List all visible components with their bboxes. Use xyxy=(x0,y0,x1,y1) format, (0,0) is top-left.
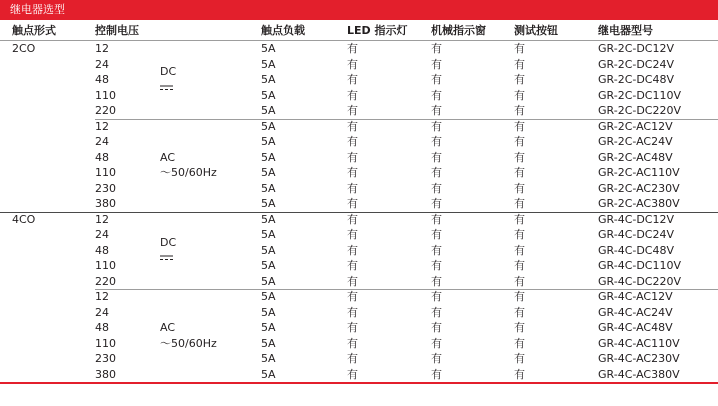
cell-model: GR-4C-DC48V xyxy=(598,243,675,257)
cell-led: 有 xyxy=(347,73,358,86)
table-row xyxy=(0,181,718,197)
cell-led: 有 xyxy=(347,274,358,288)
cell-test: 有 xyxy=(514,305,525,319)
cell-window: 有 xyxy=(431,166,442,179)
cell-test: 有 xyxy=(514,135,525,148)
cell-voltage: 24 xyxy=(95,57,109,71)
cell-led: 有 xyxy=(347,321,358,334)
cell-test: 有 xyxy=(514,243,525,257)
cell-model: GR-2C-AC24V xyxy=(598,135,673,148)
cell-model: GR-2C-AC230V xyxy=(598,181,680,195)
cell-voltage: 230 xyxy=(95,181,116,195)
cell-test: 有 xyxy=(514,290,525,303)
cell-test: 有 xyxy=(514,228,525,241)
cell-window: 有 xyxy=(431,321,442,334)
table-row xyxy=(0,227,718,243)
cell-voltage: 110 xyxy=(95,336,116,350)
cell-voltage: 24 xyxy=(95,228,109,241)
cell-model: GR-2C-AC110V xyxy=(598,166,680,179)
cell-led: 有 xyxy=(347,135,358,148)
cell-led: 有 xyxy=(347,57,358,71)
cell-led: 有 xyxy=(347,166,358,179)
cell-load: 5A xyxy=(261,212,276,226)
cell-model: GR-4C-DC220V xyxy=(598,274,682,288)
cell-test: 有 xyxy=(514,197,525,210)
cell-voltage: 220 xyxy=(95,104,116,117)
cell-window: 有 xyxy=(431,181,442,195)
cell-load: 5A xyxy=(261,290,276,303)
table-row xyxy=(0,367,718,383)
cell-load: 5A xyxy=(261,259,276,272)
cell-test: 有 xyxy=(514,88,525,102)
cell-window: 有 xyxy=(431,243,442,257)
cell-model: GR-2C-AC12V xyxy=(598,119,673,133)
cell-window: 有 xyxy=(431,119,442,133)
table-row xyxy=(0,243,718,259)
cell-load: 5A xyxy=(261,57,276,71)
cell-window: 有 xyxy=(431,228,442,241)
cell-test: 有 xyxy=(514,150,525,164)
dc-symbol-icon xyxy=(160,85,173,91)
control-type-label: AC xyxy=(160,321,176,334)
cell-test: 有 xyxy=(514,274,525,288)
cell-window: 有 xyxy=(431,135,442,148)
cell-voltage: 380 xyxy=(95,197,116,210)
cell-voltage: 12 xyxy=(95,212,109,226)
cell-load: 5A xyxy=(261,104,276,117)
table-row xyxy=(0,150,718,166)
cell-test: 有 xyxy=(514,367,525,381)
cell-model: GR-2C-DC24V xyxy=(598,57,675,71)
cell-voltage: 110 xyxy=(95,166,116,179)
cell-led: 有 xyxy=(347,290,358,303)
cell-led: 有 xyxy=(347,228,358,241)
cell-load: 5A xyxy=(261,228,276,241)
cell-model: GR-4C-AC380V xyxy=(598,367,680,381)
table-row xyxy=(0,320,718,336)
cell-test: 有 xyxy=(514,181,525,195)
cell-voltage: 48 xyxy=(95,243,109,257)
dc-symbol-icon xyxy=(160,255,173,261)
cell-window: 有 xyxy=(431,42,442,55)
cell-model: GR-4C-AC230V xyxy=(598,352,680,365)
cell-model: GR-2C-DC12V xyxy=(598,42,675,55)
cell-load: 5A xyxy=(261,352,276,365)
cell-test: 有 xyxy=(514,212,525,226)
cell-window: 有 xyxy=(431,336,442,350)
cell-voltage: 380 xyxy=(95,367,116,381)
cell-window: 有 xyxy=(431,104,442,117)
cell-voltage: 12 xyxy=(95,119,109,133)
cell-window: 有 xyxy=(431,305,442,319)
table-row xyxy=(0,88,718,104)
cell-window: 有 xyxy=(431,212,442,226)
control-type-label: AC xyxy=(160,150,176,164)
cell-window: 有 xyxy=(431,259,442,272)
contact-form-label: 4CO xyxy=(12,212,36,226)
table-row xyxy=(0,351,718,367)
cell-load: 5A xyxy=(261,367,276,381)
header-contact-load: 触点负载 xyxy=(261,24,305,37)
cell-model: GR-2C-AC380V xyxy=(598,197,680,210)
cell-voltage: 24 xyxy=(95,305,109,319)
table-row xyxy=(0,258,718,274)
cell-load: 5A xyxy=(261,42,276,55)
cell-load: 5A xyxy=(261,166,276,179)
cell-voltage: 48 xyxy=(95,321,109,334)
table-row xyxy=(0,165,718,181)
contact-form-label: 2CO xyxy=(12,42,36,55)
table-title: 继电器选型 xyxy=(0,0,718,20)
cell-load: 5A xyxy=(261,119,276,133)
cell-test: 有 xyxy=(514,42,525,55)
cell-load: 5A xyxy=(261,197,276,210)
cell-led: 有 xyxy=(347,367,358,381)
cell-load: 5A xyxy=(261,243,276,257)
frequency-label: ～50/60Hz xyxy=(160,336,217,350)
cell-test: 有 xyxy=(514,104,525,117)
cell-test: 有 xyxy=(514,119,525,133)
cell-load: 5A xyxy=(261,135,276,148)
cell-load: 5A xyxy=(261,88,276,102)
cell-test: 有 xyxy=(514,336,525,350)
cell-led: 有 xyxy=(347,305,358,319)
cell-led: 有 xyxy=(347,104,358,117)
cell-voltage: 12 xyxy=(95,290,109,303)
cell-model: GR-4C-DC12V xyxy=(598,212,675,226)
cell-window: 有 xyxy=(431,274,442,288)
cell-model: GR-4C-AC12V xyxy=(598,290,673,303)
cell-voltage: 220 xyxy=(95,274,116,288)
table-row xyxy=(0,274,718,290)
cell-window: 有 xyxy=(431,290,442,303)
cell-test: 有 xyxy=(514,166,525,179)
cell-model: GR-4C-AC110V xyxy=(598,336,680,350)
cell-led: 有 xyxy=(347,88,358,102)
cell-model: GR-4C-AC24V xyxy=(598,305,673,319)
table-row xyxy=(0,305,718,321)
frequency-label: ～50/60Hz xyxy=(160,166,217,179)
table-row xyxy=(0,72,718,88)
cell-model: GR-4C-AC48V xyxy=(598,321,673,334)
cell-load: 5A xyxy=(261,305,276,319)
table-bottom-rule xyxy=(0,382,718,384)
cell-voltage: 48 xyxy=(95,73,109,86)
table-row xyxy=(0,289,718,305)
table-row xyxy=(0,41,718,57)
table-row xyxy=(0,57,718,73)
cell-led: 有 xyxy=(347,336,358,350)
cell-window: 有 xyxy=(431,73,442,86)
cell-voltage: 230 xyxy=(95,352,116,365)
cell-test: 有 xyxy=(514,57,525,71)
cell-voltage: 110 xyxy=(95,259,116,272)
cell-load: 5A xyxy=(261,150,276,164)
cell-test: 有 xyxy=(514,321,525,334)
cell-test: 有 xyxy=(514,259,525,272)
cell-test: 有 xyxy=(514,352,525,365)
cell-load: 5A xyxy=(261,73,276,86)
cell-test: 有 xyxy=(514,73,525,86)
cell-load: 5A xyxy=(261,181,276,195)
table-row xyxy=(0,134,718,150)
header-test-button: 测试按钮 xyxy=(514,24,558,37)
header-model: 继电器型号 xyxy=(598,24,653,37)
cell-load: 5A xyxy=(261,274,276,288)
cell-led: 有 xyxy=(347,42,358,55)
cell-load: 5A xyxy=(261,321,276,334)
table-row xyxy=(0,336,718,352)
cell-model: GR-4C-DC24V xyxy=(598,228,675,241)
cell-window: 有 xyxy=(431,88,442,102)
cell-model: GR-4C-DC110V xyxy=(598,259,682,272)
cell-led: 有 xyxy=(347,243,358,257)
header-control-voltage: 控制电压 xyxy=(95,24,139,37)
cell-voltage: 12 xyxy=(95,42,109,55)
table-header xyxy=(0,21,718,41)
table-row xyxy=(0,196,718,212)
table-row xyxy=(0,212,718,228)
cell-led: 有 xyxy=(347,259,358,272)
cell-led: 有 xyxy=(347,150,358,164)
control-type-label: DC xyxy=(160,65,177,79)
cell-window: 有 xyxy=(431,197,442,210)
cell-model: GR-2C-DC220V xyxy=(598,104,682,117)
cell-load: 5A xyxy=(261,336,276,350)
cell-voltage: 24 xyxy=(95,135,109,148)
header-window: 机械指示窗 xyxy=(431,24,486,37)
cell-led: 有 xyxy=(347,352,358,365)
cell-led: 有 xyxy=(347,119,358,133)
table-row xyxy=(0,119,718,135)
table-row xyxy=(0,103,718,119)
cell-window: 有 xyxy=(431,57,442,71)
header-contact-form: 触点形式 xyxy=(12,24,56,37)
cell-model: GR-2C-DC48V xyxy=(598,73,675,86)
control-type-label: DC xyxy=(160,235,177,249)
cell-window: 有 xyxy=(431,352,442,365)
cell-led: 有 xyxy=(347,181,358,195)
cell-led: 有 xyxy=(347,212,358,226)
cell-led: 有 xyxy=(347,197,358,210)
cell-model: GR-2C-DC110V xyxy=(598,88,682,102)
cell-voltage: 110 xyxy=(95,88,116,102)
cell-voltage: 48 xyxy=(95,150,109,164)
cell-window: 有 xyxy=(431,150,442,164)
header-led: LED 指示灯 xyxy=(347,24,408,37)
cell-window: 有 xyxy=(431,367,442,381)
cell-model: GR-2C-AC48V xyxy=(598,150,673,164)
